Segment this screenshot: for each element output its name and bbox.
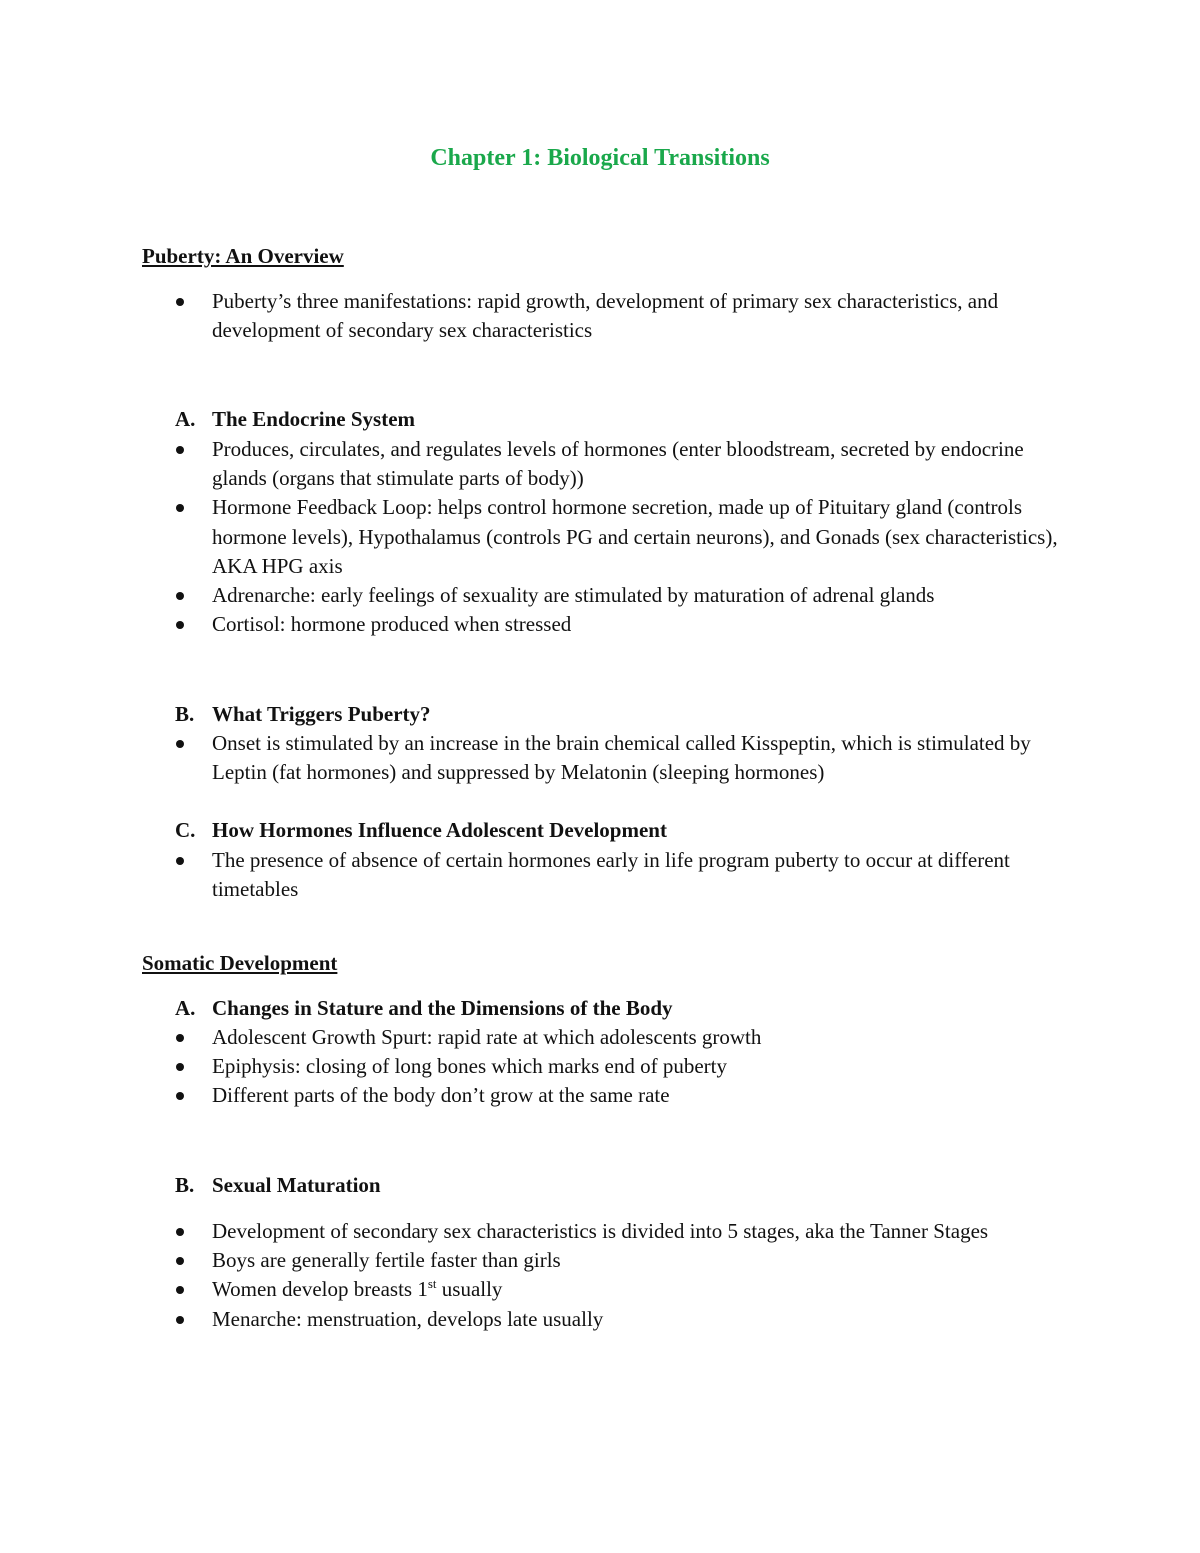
list-item: Menarche: menstruation, develops late usually (0, 1305, 1200, 1334)
bullet-icon (176, 298, 184, 306)
list-item: Onset is stimulated by an increase in the brain chemical called Kisspeptin, which is stimulated by Leptin (fat hormones) and suppressed by Melatonin (sleeping hormones) (0, 729, 1200, 787)
bullet-icon (176, 504, 184, 512)
subheading-letter: A. (175, 407, 196, 431)
page-title: Chapter 1: Biological Transitions (430, 145, 770, 171)
subheading-hormones-influence (175, 817, 667, 843)
bullet-icon (176, 621, 184, 629)
subheading-sexual-maturation (175, 1172, 381, 1198)
list-item: Cortisol: hormone produced when stressed (0, 610, 1200, 639)
bullet-icon (176, 1316, 184, 1324)
puberty-overview-list (0, 287, 1200, 345)
stature-list (0, 1023, 1200, 1111)
list-item: Adolescent Growth Spurt: rapid rate at which adolescents growth (0, 1023, 1200, 1052)
bullet-icon (176, 592, 184, 600)
bullet-icon (176, 1063, 184, 1071)
list-item: Puberty’s three manifestations: rapid growth, development of primary sex characteristics, and development of secondary sex characteristics (0, 287, 1200, 345)
subheading-stature (175, 995, 673, 1021)
bullet-icon (176, 1257, 184, 1265)
list-item: Different parts of the body don’t grow at the same rate (0, 1081, 1200, 1110)
endocrine-list (0, 435, 1200, 639)
bullet-icon (176, 446, 184, 454)
subheading-letter: C. (175, 818, 196, 842)
subheading-text: Sexual Maturation (212, 1173, 381, 1197)
bullet-icon (176, 1092, 184, 1100)
section-heading-somatic-development: Somatic Development (142, 951, 338, 975)
list-item: Development of secondary sex characteristics is divided into 5 stages, aka the Tanner Stages (0, 1217, 1200, 1246)
bullet-icon (176, 1228, 184, 1236)
subheading-letter: B. (175, 1173, 195, 1197)
triggers-list (0, 729, 1200, 787)
list-item: Boys are generally fertile faster than girls (0, 1246, 1200, 1275)
subheading-text: The Endocrine System (212, 407, 416, 431)
bullet-icon (176, 1034, 184, 1042)
subheading-text: Changes in Stature and the Dimensions of the Body (212, 996, 673, 1020)
subheading-text: How Hormones Influence Adolescent Development (212, 818, 667, 842)
bullet-icon (176, 1286, 184, 1294)
subheading-what-triggers-puberty (175, 701, 431, 727)
bullet-icon (176, 857, 184, 865)
subheading-text: What Triggers Puberty? (212, 702, 431, 726)
hormones-influence-list (0, 846, 1200, 904)
bullet-icon (176, 740, 184, 748)
sexual-maturation-list (0, 1217, 1200, 1334)
subheading-endocrine-system (175, 406, 415, 432)
list-item: The presence of absence of certain hormones early in life program puberty to occur at different timetables (0, 846, 1200, 904)
list-item: Adrenarche: early feelings of sexuality are stimulated by maturation of adrenal glands (0, 581, 1200, 610)
list-item: Produces, circulates, and regulates levels of hormones (enter bloodstream, secreted by endocrine glands (organs that stimulate parts of body)) (0, 435, 1200, 493)
list-item: Hormone Feedback Loop: helps control hormone secretion, made up of Pituitary gland (controls hormone levels), Hypothalamus (controls PG and certain neurons), and Gonads (sex characteristics), AKA HPG axis (0, 493, 1200, 581)
subheading-letter: A. (175, 996, 196, 1020)
list-item: Epiphysis: closing of long bones which marks end of puberty (0, 1052, 1200, 1081)
ordinal-superscript: st (427, 1276, 437, 1292)
list-item: Women develop breasts 1st usually (0, 1275, 1200, 1304)
subheading-letter: B. (175, 702, 195, 726)
section-heading-puberty-overview: Puberty: An Overview (142, 244, 344, 268)
